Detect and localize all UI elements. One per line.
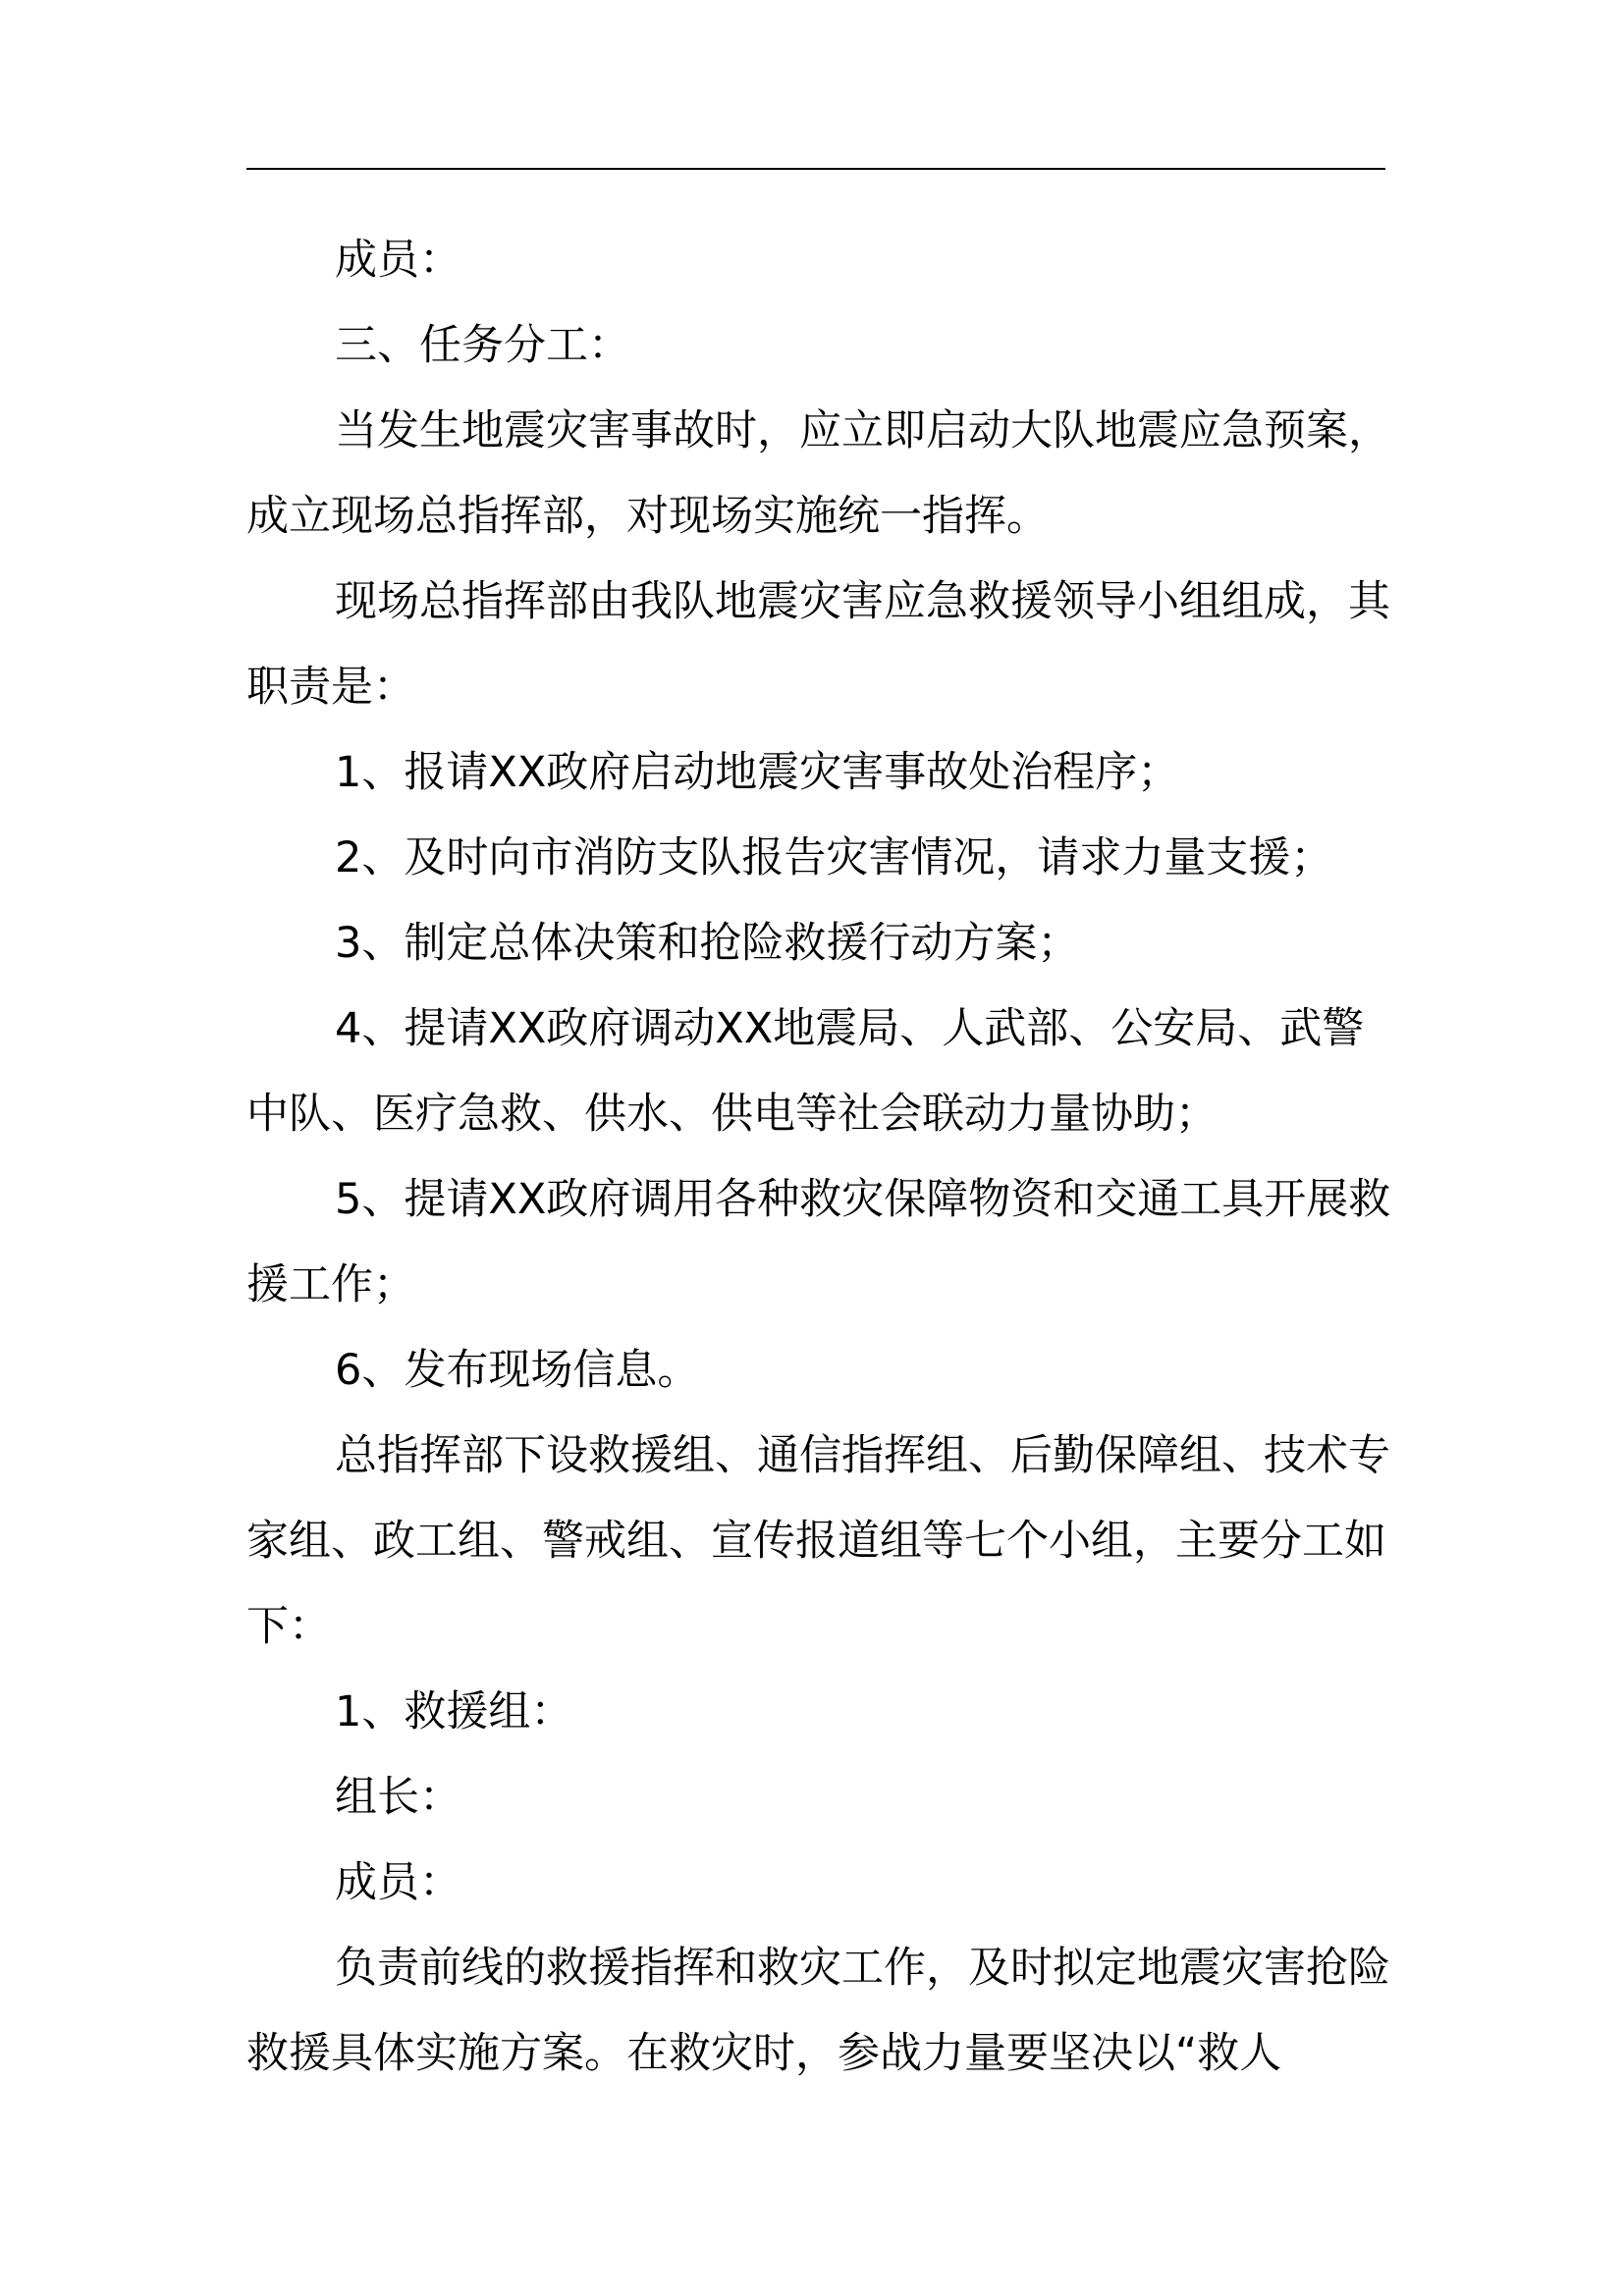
list-item-duty-3: 3、制定总体决策和抢险救援行动方案； <box>335 919 1080 968</box>
paragraph-rescue-responsibilities: 负责前线的救援指挥和救灾工作，及时拟定地震灾害抢险救援具体实施方案。在救灾时，参战力量要坚决以“救人 <box>246 1944 1390 2078</box>
section-heading-task-division: 三、任务分工： <box>335 321 630 370</box>
field-group-leader: 组长： <box>335 1773 461 1822</box>
list-item-duty-1: 1、报请XX政府启动地震灾害事故处治程序； <box>335 748 1180 797</box>
paragraph-members: 成员： <box>335 236 461 285</box>
header-rule <box>246 168 1385 170</box>
list-item-duty-2: 2、及时向市消防支队报告灾害情况，请求力量支援； <box>335 833 1333 882</box>
list-item-duty-6: 6、发布现场信息。 <box>335 1346 700 1395</box>
list-item-duty-4: 4、提请XX政府调动XX地震局、人武部、公安局、武警中队、医疗急救、供水、供电等社会联动力量协助； <box>246 1004 1365 1139</box>
paragraph-earthquake-response: 当发生地震灾害事故时，应立即启动大队地震应急预案，成立现场总指挥部，对现场实施统一指挥。 <box>246 406 1390 541</box>
field-group-members: 成员： <box>335 1858 461 1907</box>
document-body <box>246 218 1395 2097</box>
paragraph-command-duties: 现场总指挥部由我队地震灾害应急救援领导小组组成，其职责是： <box>246 577 1390 712</box>
list-item-duty-5: 5、提请XX政府调用各种救灾保障物资和交通工具开展救援工作； <box>246 1175 1391 1309</box>
subheading-rescue-group: 1、救援组： <box>335 1687 573 1736</box>
paragraph-subgroups: 总指挥部下设救援组、通信指挥组、后勤保障组、技术专家组、政工组、警戒组、宣传报道组等七个小组，主要分工如下： <box>246 1431 1390 1651</box>
